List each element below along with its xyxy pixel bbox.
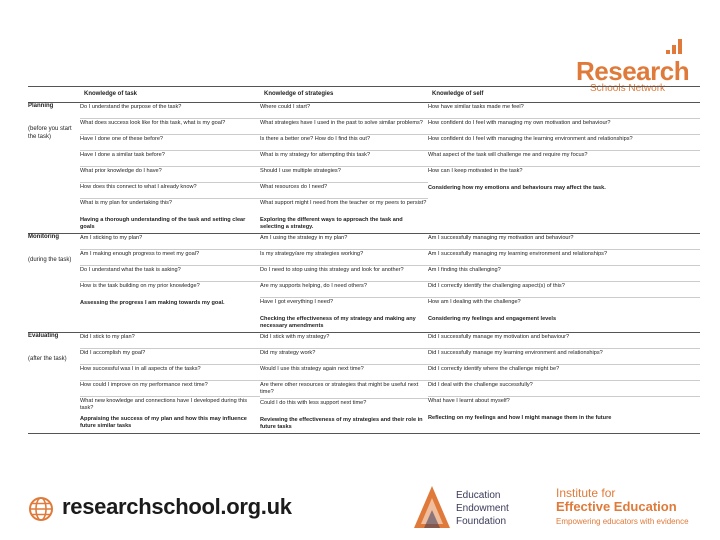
ife-line-1: Institute for: [556, 486, 616, 500]
summary: Considering my feelings and engagement levels: [428, 316, 557, 322]
summary: Reviewing the effectiveness of my strategies and their role in future tasks: [260, 417, 423, 430]
question: Is my strategy/are my strategies working?: [260, 250, 428, 266]
question: Did I correctly identify where the challenge might be?: [428, 365, 700, 381]
question: Have I got everything I need?: [260, 299, 334, 305]
eef-triangle-icon: [412, 484, 452, 532]
question: Are my supports helping, do I need others?: [260, 282, 428, 298]
summary: Exploring the different ways to approach the task and selecting a strategy.: [260, 217, 403, 230]
question: Have I done a similar task before?: [80, 151, 260, 167]
question: Have I done one of these before?: [80, 135, 260, 151]
question: Am I making enough progress to meet my goal?: [80, 250, 260, 266]
question: How successful was I in all aspects of the tasks?: [80, 365, 260, 381]
question: Am I successfully managing my motivation and behaviour?: [428, 234, 700, 250]
phase-name: Planning: [28, 103, 54, 109]
self-cell: [428, 333, 700, 434]
metacognition-table: [28, 86, 700, 434]
question: Am I sticking to my plan?: [80, 234, 260, 250]
globe-icon: [28, 496, 54, 522]
phase-cell: [28, 103, 80, 234]
phase-cell: [28, 234, 80, 333]
logo-title: Research: [576, 56, 690, 86]
question: Did I correctly identify the challenging aspect(s) of this?: [428, 282, 700, 298]
phase-note: (during the task): [28, 257, 72, 263]
question: Did I stick with my strategy?: [260, 333, 428, 349]
summary: Appraising the success of my plan and how this may influence future similar tasks: [80, 416, 247, 429]
research-schools-network-logo: [570, 36, 710, 94]
task-cell: [80, 103, 260, 234]
strategies-cell: [260, 333, 428, 434]
planning-row: [28, 103, 700, 234]
question: What support might I need from the teacher or my peers to persist?: [260, 200, 427, 206]
question: Did I successfully manage my motivation and behaviour?: [428, 333, 700, 349]
strategies-cell: [260, 103, 428, 234]
question: How confident do I feel with managing the learning environment and relationships?: [428, 135, 700, 151]
question: What is my plan for undertaking this?: [80, 200, 173, 206]
question: Could I do this with less support next time?: [260, 400, 367, 406]
question: How have similar tasks made me feel?: [428, 103, 700, 119]
strategies-cell: [260, 234, 428, 333]
header-task: Knowledge of task: [80, 87, 260, 103]
question: Did I accomplish my goal?: [80, 349, 260, 365]
question: What aspect of the task will challenge me and require my focus?: [428, 151, 700, 167]
question: Am I using the strategy in my plan?: [260, 234, 428, 250]
question: Did my strategy work?: [260, 349, 428, 365]
evaluating-row: [28, 333, 700, 434]
question: Is there a better one? How do I find this out?: [260, 135, 428, 151]
phase-note: (before you start the task): [28, 126, 72, 140]
question: Are there other resources or strategies that might be useful next time?: [260, 381, 428, 399]
task-cell: [80, 234, 260, 333]
question: What have I learnt about myself?: [428, 398, 510, 404]
question: What resources do I need?: [260, 183, 428, 199]
question: Do I understand the purpose of the task?: [80, 103, 260, 119]
header-self: Knowledge of self: [428, 87, 700, 103]
question: How could I improve on my performance next time?: [80, 381, 260, 397]
question: What new knowledge and connections have I developed during this task?: [80, 398, 247, 411]
question: Am I finding this challenging?: [428, 266, 700, 282]
eef-line-1: Education: [456, 490, 501, 501]
ife-logo: [556, 486, 716, 532]
question: Do I need to stop using this strategy and look for another?: [260, 266, 428, 282]
logo-bars-icon: [570, 36, 690, 56]
question: Should I use multiple strategies?: [260, 167, 428, 183]
ife-tagline: Empowering educators with evidence: [556, 517, 689, 526]
task-cell: [80, 333, 260, 434]
question: How confident do I feel with managing my own motivation and behaviour?: [428, 119, 700, 135]
phase-note: (after the task): [28, 356, 67, 362]
question: How does this connect to what I already know?: [80, 183, 260, 199]
summary: Considering how my emotions and behaviours may affect the task.: [428, 185, 606, 191]
summary: Checking the effectiveness of my strategy and making any necessary amendments: [260, 316, 416, 329]
question: What prior knowledge do I have?: [80, 167, 260, 183]
question: How am I dealing with the challenge?: [428, 299, 521, 305]
phase-name: Monitoring: [28, 234, 59, 240]
monitoring-row: [28, 234, 700, 333]
question: Would I use this strategy again next time?: [260, 365, 428, 381]
question: Am I successfully managing my learning environment and relationships?: [428, 250, 700, 266]
header-strategies: Knowledge of strategies: [260, 87, 428, 103]
question: How is the task building on my prior knowledge?: [80, 283, 200, 289]
question: Where could I start?: [260, 103, 428, 119]
question: Did I successfully manage my learning environment and relationships?: [428, 349, 700, 365]
summary: Assessing the progress I am making towards my goal.: [80, 300, 225, 306]
self-cell: [428, 234, 700, 333]
question: Did I deal with the challenge successfully?: [428, 381, 700, 397]
header-blank: [28, 87, 80, 103]
eef-line-3: Foundation: [456, 516, 507, 527]
summary: Having a thorough understanding of the task and setting clear goals: [80, 217, 246, 230]
ife-line-2: Effective Education: [556, 499, 677, 514]
eef-line-2: Endowment: [456, 503, 509, 514]
logo-subtitle: Schools Network: [590, 83, 666, 94]
phase-cell: [28, 333, 80, 434]
summary: Reflecting on my feelings and how I might manage them in the future: [428, 415, 612, 421]
question: What strategies have I used in the past to solve similar problems?: [260, 119, 428, 135]
question: What is my strategy for attempting this task?: [260, 151, 428, 167]
phase-name: Evaluating: [28, 333, 59, 339]
question: Do I understand what the task is asking?: [80, 266, 260, 282]
website-url[interactable]: researchschool.org.uk: [62, 494, 292, 519]
self-cell: [428, 103, 700, 234]
question: What does success look like for this task, what is my goal?: [80, 119, 260, 135]
header-row: [28, 87, 700, 103]
eef-logo: [412, 484, 532, 532]
question: How can I keep motivated in the task?: [428, 168, 523, 174]
question: Did I stick to my plan?: [80, 333, 260, 349]
